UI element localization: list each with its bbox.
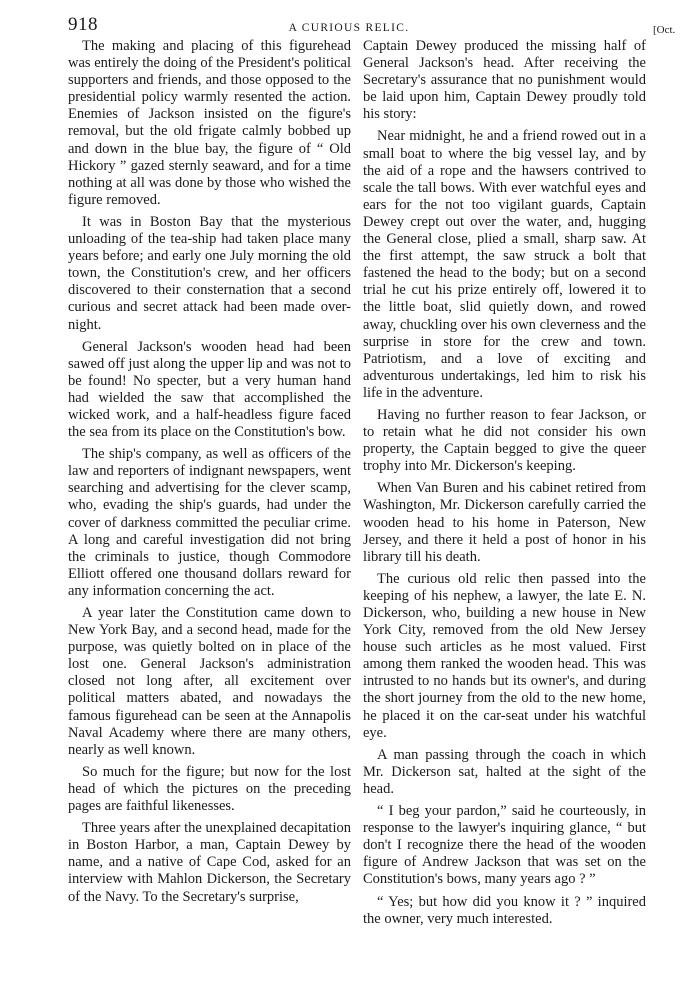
- paragraph: The ship's company, as well as officers of the law and reporters of indignant newspapers, went searching and advertising for the clever scamp, who, evading the ship's guards, had under the cover of darkness committed the peculiar crime. A long and careful investigation did not bring the criminals to justice, though Commodore Elliott offered one thousand dollars reward for any information concerning the act.: [68, 446, 351, 599]
- paragraph-continued: Captain Dewey produced the missing half of General Jackson's head. After receiving the Secretary's assurance that no punishment would be laid upon him, Captain Dewey proudly told his story:: [363, 38, 646, 123]
- right-column: [363, 38, 646, 928]
- paragraph: It was in Boston Bay that the mysterious unloading of the tea-ship had taken place many years before; and early one July morning the old town, the Constitution's crew, and her officers discovered to their consternation that a second curious and secret attack had been made over-night.: [68, 213, 351, 333]
- paragraph: The making and placing of this figurehead was entirely the doing of the President's political supporters and friends, and those opposed to the presidential policy warmly resented the action. Enemies of Jackson insisted on the figure's removal, but the old frigate calmly bobbed up and down in the blue bay, the figure of “ Old Hickory ” gazed sternly seaward, and for a time nothing at all was done by those who wished the figure removed.: [68, 38, 351, 208]
- paragraph: So much for the figure; but now for the lost head of which the pictures on the preceding pages are faithful likenesses.: [68, 763, 351, 815]
- paragraph: A man passing through the coach in which Mr. Dickerson sat, halted at the sight of the head.: [363, 746, 646, 797]
- page-header: [0, 10, 698, 40]
- left-column: [68, 38, 351, 906]
- paragraph: A year later the Constitution came down to New York Bay, and a second head, made for the purpose, was quietly bolted on in place of the lost one. General Jackson's administration closed not long after, all excitement over political matters abated, and nowadays the famous figurehead can be seen at the Annapolis Naval Academy where there are many others, nearly as well known.: [68, 605, 351, 758]
- paragraph: Three years after the unexplained decapitation in Boston Harbor, a man, Captain Dewey by name, and a native of Cape Cod, asked for an interview with Mahlon Dickerson, the Secretary of the Navy. To the Secretary's surprise,: [68, 820, 351, 905]
- page-number: 918: [68, 14, 98, 35]
- running-title: A CURIOUS RELIC.: [288, 22, 410, 34]
- paragraph: Having no further reason to fear Jackson, or to retain what he did not consider his own property, the Captain begged to give the queer trophy into Mr. Dickerson's keeping.: [363, 406, 646, 475]
- paragraph: General Jackson's wooden head had been sawed off just along the upper lip and was not to be found! No specter, but a very human hand had wielded the saw that accomplished the wicked work, and a half-headless figure faced the sea from its place on the Constitution's bow.: [68, 338, 351, 441]
- month-tag: [Oct.: [653, 24, 676, 36]
- paragraph: Near midnight, he and a friend rowed out in a small boat to where the big vessel lay, and by the aid of a rope and the hawsers contrived to scale the tall bows. With ever watchful eyes and ears for the not too vigilant guards, Captain Dewey crept out over the water, and, hugging the General close, plied a small, sharp saw. At the first attempt, the saw struck a bolt that fastened the head to the body; but on a second trial he cut his prize entirely off, lowered it to the little boat, slid quietly down, and rowed away, chuckling over his own cleverness and the surprise in store for the crew and town. Patriotism, and a love of exciting and adventurous undertakings, led him to risk his life in the adventure.: [363, 128, 646, 401]
- paragraph: “ I beg your pardon,” said he courteously, in response to the lawyer's inquiring glance, “ but don't I recognize there the head of the wooden figure of Andrew Jackson that was set on the Constitution's bows, many years ago ? ”: [363, 803, 646, 888]
- paragraph: When Van Buren and his cabinet retired from Washington, Mr. Dickerson carefully carried the wooden head to his home in Paterson, New Jersey, and there it held a post of honor in his library till his death.: [363, 480, 646, 565]
- paragraph: “ Yes; but how did you know it ? ” inquired the owner, very much interested.: [363, 893, 646, 927]
- paragraph: The curious old relic then passed into the keeping of his nephew, a lawyer, the late E. N. Dickerson, who, building a new house in New York City, removed from the old New Jersey house such articles as he most valued. First among them ranked the wooden head. This was intrusted to no hands but its owner's, and during the short journey from the old to the new home, he placed it on the car-seat under his watchful eye.: [363, 570, 646, 741]
